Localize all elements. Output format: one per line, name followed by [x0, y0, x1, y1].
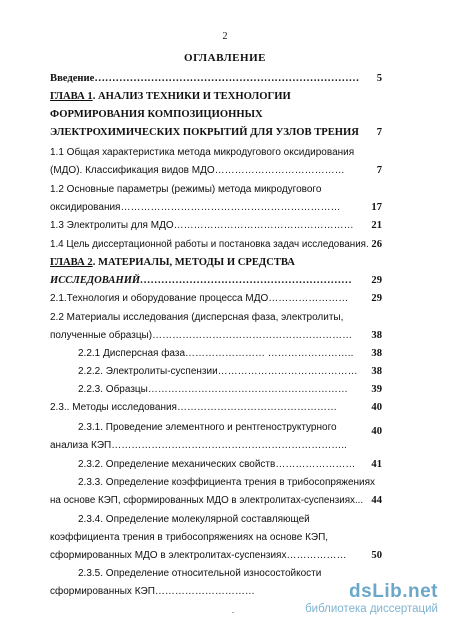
toc-entry-1-2-end[interactable]: [0, 201, 450, 215]
toc-entry-1-1: [0, 146, 450, 160]
toc-entry-text: 2.2.2. Электролиты-суспензии……………………………………: [78, 366, 358, 377]
toc-entry-text: оксидирования…………………………………………………………: [50, 202, 341, 213]
toc-entry-text: ЭЛЕКТРОХИМИЧЕСКИХ ПОКРЫТИЙ ДЛЯ УЗЛОВ ТРЕНИЯ: [50, 127, 359, 138]
watermark: [305, 582, 438, 616]
toc-entry-text: 2.3.4. Определение молекулярной составляющей: [78, 514, 310, 525]
toc-entry-chapter-2[interactable]: [0, 256, 450, 270]
toc-entry-chapter-1[interactable]: [0, 90, 450, 104]
toc-entry-page: 17: [371, 202, 382, 213]
toc-entry-text: 2.3.3. Определение коэффициента трения в трибосопряжениях: [78, 477, 376, 488]
toc-entry-chapter-1-cont: [0, 108, 450, 122]
toc-entry-2-3-4-end[interactable]: [0, 549, 450, 563]
toc-entry-page: 26: [371, 239, 382, 250]
toc-entry-1-4[interactable]: [0, 238, 450, 252]
toc-entry-page: 38: [371, 330, 382, 341]
toc-entry-text: 2.3.2. Определение механических свойств……………………: [78, 459, 356, 470]
toc-entry-text: 2.3.1. Проведение элементного и рентгеноструктурного: [78, 422, 337, 433]
toc-entry-page: 29: [371, 293, 382, 304]
toc-entry-2-3-4-cont: [0, 531, 450, 545]
toc-entry-page: 40: [371, 426, 382, 437]
chapter-label: ГЛАВА 1: [50, 91, 93, 102]
toc-entry-page: 44: [371, 495, 382, 506]
toc-entry-text: 2.2.1 Дисперсная фаза…………………… ……………………..: [78, 348, 354, 359]
toc-entry-text: 1.3 Электролиты для МДО………………………………………………: [50, 220, 354, 231]
toc-entry-2-3[interactable]: [0, 401, 450, 415]
toc-entry-2-3-2[interactable]: [0, 458, 450, 472]
toc-entry-2-3-5: [0, 567, 450, 581]
toc-entry-page: 21: [371, 220, 382, 231]
toc-entry-page: 41: [371, 459, 382, 470]
toc-entry-2-3-3-end[interactable]: [0, 494, 450, 508]
toc-entry-text: Введение…………………………………………………………………: [50, 73, 360, 84]
toc-entry-text: полученные образцы)……………………………………………………: [50, 330, 353, 341]
toc-entry-text: 1.1 Общая характеристика метода микродугового оксидирования: [50, 147, 355, 158]
toc-entry-text: 1.2 Основные параметры (режимы) метода микродугового: [50, 184, 322, 195]
toc-entry-text: 2.2.3. Образцы……………………………………………………: [78, 384, 348, 395]
toc-entry-2-3-3: [0, 476, 450, 490]
page-number: 2: [222, 31, 228, 42]
watermark-subtitle: библиотека диссертаций: [305, 603, 438, 615]
toc-entry-2-2-3[interactable]: [0, 383, 450, 397]
toc-entry-2-2-2[interactable]: [0, 365, 450, 379]
toc-entry-page: 38: [371, 366, 382, 377]
toc-entry-text: ФОРМИРОВАНИЯ КОМПОЗИЦИОННЫХ: [50, 109, 263, 120]
toc-entry-page: 5: [376, 73, 382, 84]
toc-entry-page: 38: [371, 348, 382, 359]
toc-entry-page: 7: [376, 127, 382, 138]
toc-entry-1-2: [0, 183, 450, 197]
toc-entry-page: 40: [371, 402, 382, 413]
toc-entry-text: коэффициента трения в трибосопряжениях на основе КЭП,: [50, 532, 329, 543]
toc-entry-text: 2.3.5. Определение относительной износостойкости: [78, 568, 322, 579]
toc-entry-1-1-end[interactable]: [0, 164, 450, 178]
toc-entry-chapter-1-end[interactable]: [0, 126, 450, 140]
toc-entry-2-3-1: [0, 421, 450, 435]
toc-entry-page: 39: [371, 384, 382, 395]
chapter-label: ГЛАВА 2: [50, 257, 93, 268]
toc-entry-text: сформированных КЭП…………………………: [50, 586, 255, 597]
toc-entry-text: сформированных МДО в электролитах-суспензиях………………: [50, 550, 347, 561]
toc-entry-page: 7: [376, 165, 382, 176]
toc-heading: ОГЛАВЛЕНИЕ: [184, 52, 266, 64]
toc-entry-introduction[interactable]: [0, 72, 450, 86]
toc-entry-text: ИССЛЕДОВАНИЙ……………………………………………………: [50, 275, 353, 286]
toc-entry-2-2-end[interactable]: [0, 329, 450, 343]
toc-entry-text: 1.4 Цель диссертационной работы и постановка задач исследования.: [50, 239, 369, 250]
toc-entry-2-2-1[interactable]: [0, 347, 450, 361]
toc-entry-page: 29: [371, 275, 382, 286]
toc-entry-2-3-4: [0, 513, 450, 527]
toc-entry-text: 2.3.. Методы исследования…………………………………………: [50, 402, 337, 413]
toc-entry-text: 2.1.Технология и оборудование процесса МДО……………………: [50, 293, 349, 304]
toc-entry-text: (МДО). Классификация видов МДО…………………………………: [50, 165, 345, 176]
footer-mark: .: [232, 606, 234, 615]
toc-entry-1-3[interactable]: [0, 219, 450, 233]
toc-entry-2-1[interactable]: [0, 292, 450, 306]
toc-entry-page: 50: [371, 550, 382, 561]
toc-entry-text: анализа КЭП……………………………………………………………..: [50, 440, 347, 451]
chapter-title: . МАТЕРИАЛЫ, МЕТОДЫ И СРЕДСТВА: [92, 257, 295, 268]
toc-entry-chapter-2-end[interactable]: [0, 274, 450, 288]
toc-entry-2-2: [0, 311, 450, 325]
watermark-logo: dsLib.net: [349, 581, 438, 602]
chapter-title: . АНАЛИЗ ТЕХНИКИ И ТЕХНОЛОГИИ: [92, 91, 291, 102]
toc-entry-text: на основе КЭП, сформированных МДО в электролитах-суспензиях...: [50, 495, 364, 506]
toc-entry-text: 2.2 Материалы исследования (дисперсная фаза, электролиты,: [50, 312, 344, 323]
